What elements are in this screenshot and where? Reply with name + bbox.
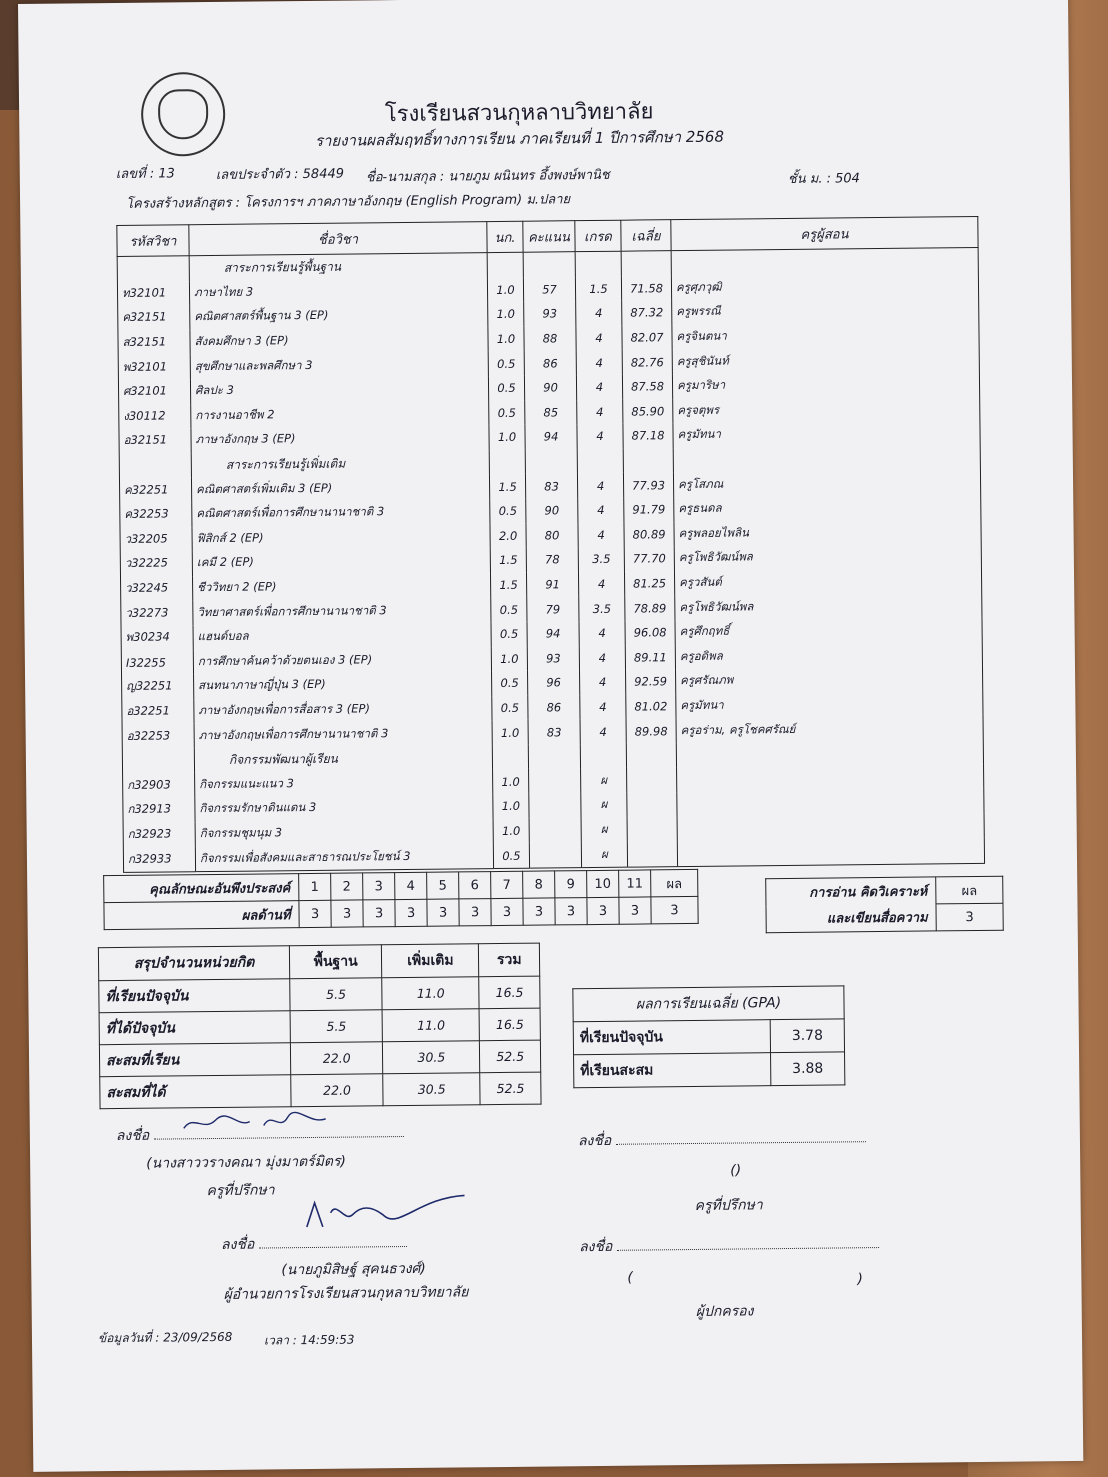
- subject-name: การงานอาชีพ 2: [191, 401, 489, 429]
- subject-name: สนทนาภาษาญี่ปุ่น 3 (EP): [194, 671, 492, 699]
- teacher-name: ครูมาริษา: [672, 371, 979, 399]
- subject-name: ชีววิทยา 2 (EP): [192, 573, 490, 601]
- trait-value: 3: [523, 898, 555, 925]
- parent-name-paren-close: ): [857, 1271, 863, 1288]
- credit-value: 1.0: [493, 769, 529, 794]
- trait-number: 2: [331, 873, 363, 900]
- credit-row: [99, 1040, 540, 1077]
- grade-value: 4: [577, 473, 623, 498]
- header-credit: นก.: [487, 221, 523, 252]
- credit-value: 52.5: [480, 1072, 541, 1105]
- teacher-name: ครูโพธิวัฒน์พล: [675, 592, 982, 620]
- grade-value: 4: [577, 399, 623, 424]
- score-value: 86: [528, 695, 580, 720]
- credit-value: 0.5: [491, 597, 527, 622]
- credit-value: 0.5: [488, 376, 524, 401]
- credit-value: 1.0: [493, 818, 529, 843]
- subject-code: ว32205: [120, 527, 192, 552]
- subject-code: ก32923: [123, 822, 195, 847]
- gpa-table: [572, 985, 845, 1088]
- subject-name: ภาษาอังกฤษเพื่อการสื่อสาร 3 (EP): [194, 696, 492, 724]
- credit-value: 0.5: [488, 351, 524, 376]
- average-value: 87.18: [623, 423, 673, 448]
- subject-name: ศิลปะ 3: [190, 376, 488, 404]
- average-value: [627, 817, 677, 842]
- grade-value: 4: [577, 424, 623, 449]
- score-value: 83: [528, 719, 580, 744]
- teacher-name: ครูโพธิวัฒน์พล: [674, 543, 981, 571]
- credit-value: 30.5: [383, 1041, 480, 1074]
- score-value: [529, 842, 581, 868]
- average-value: 71.58: [621, 276, 671, 301]
- header-teacher: ครูผู้สอน: [671, 216, 978, 250]
- teacher-name: ครูจินตนา: [672, 322, 979, 350]
- teacher-name: ครูอร่าม, ครูโชคศรัณย์: [676, 715, 983, 743]
- grade-value: ผ: [581, 817, 627, 842]
- director-signature-scribble: [300, 1191, 471, 1243]
- grade-value: 4: [576, 375, 622, 400]
- subject-code: พ32101: [118, 355, 190, 380]
- credit-value: 0.5: [492, 671, 528, 696]
- teacher-name: ครูศุภวุฒิ: [671, 273, 978, 301]
- trait-value: 3: [587, 897, 619, 924]
- trait-number: 7: [491, 871, 523, 898]
- average-value: 77.70: [624, 546, 674, 571]
- header-average: เฉลี่ย: [621, 220, 671, 252]
- sign-label: ลงชื่อ: [578, 1238, 613, 1256]
- subject-name: กิจกรรมชุมนุม 3: [195, 819, 493, 847]
- teacher-name: ครูศรัณภพ: [676, 666, 983, 694]
- credit-row: [99, 1008, 540, 1045]
- credit-value: 2.0: [490, 523, 526, 548]
- header-subject: ชื่อวิชา: [189, 222, 487, 256]
- student-name: ชื่อ-นามสกุล : นายภูม ผนินทร อึ้งพงษ์พานิช: [365, 167, 610, 186]
- gpa-cumulative-label: ที่เรียนสะสม: [574, 1053, 771, 1088]
- teacher-name: ครูสุชินันท์: [672, 346, 979, 374]
- grade-value: 4: [576, 301, 622, 326]
- credit-value: 30.5: [383, 1073, 480, 1106]
- credit-value: 16.5: [479, 976, 540, 1009]
- trait-value: 3: [555, 898, 587, 925]
- average-value: 81.02: [626, 694, 676, 719]
- score-value: 93: [524, 301, 576, 326]
- header-score: คะแนน: [523, 221, 575, 253]
- score-value: 90: [524, 375, 576, 400]
- subject-code: ญ32251: [122, 674, 194, 699]
- subject-name: สุขศึกษาและพลศึกษา 3: [190, 351, 488, 379]
- trait-number: 1: [299, 873, 331, 900]
- average-value: 91.79: [624, 497, 674, 522]
- score-value: [529, 793, 581, 818]
- average-value: 89.11: [625, 645, 675, 670]
- credit-value: 0.5: [490, 499, 526, 524]
- trait-value: 3: [331, 900, 363, 927]
- subject-name: กิจกรรมรักษาดินแดน 3: [195, 794, 493, 822]
- credit-value: 5.5: [290, 1010, 383, 1043]
- grade-value: 3.5: [579, 596, 625, 621]
- traits-table: [103, 869, 699, 930]
- subject-code: ส32151: [118, 330, 190, 355]
- credit-row: [100, 1072, 541, 1109]
- teacher-name: ครูมัทนา: [673, 420, 980, 448]
- score-value: 57: [523, 277, 575, 302]
- average-value: 82.07: [622, 325, 672, 350]
- score-value: 94: [527, 621, 579, 646]
- score-value: 85: [525, 400, 577, 425]
- subject-code: ก32913: [123, 797, 195, 822]
- school-name: โรงเรียนสวนกุหลาบวิทยาลัย: [384, 99, 654, 128]
- teacher-name: [677, 814, 984, 842]
- credit-value: 52.5: [480, 1040, 541, 1073]
- header-grade: เกรด: [575, 220, 621, 251]
- data-date: ข้อมูลวันที่ : 23/09/2568: [97, 1329, 233, 1346]
- teacher-name: ครูศึกฤทธิ์: [675, 617, 982, 645]
- subject-code: ท32101: [117, 281, 189, 306]
- credit-summary-title: สรุปจำนวนหน่วยกิต: [98, 946, 289, 981]
- credit-value: 5.5: [290, 978, 383, 1011]
- trait-value: 3: [363, 900, 395, 927]
- grade-value: 4: [580, 670, 626, 695]
- average-value: [627, 792, 677, 817]
- credit-value: 0.5: [492, 695, 528, 720]
- credit-value: 16.5: [479, 1008, 540, 1041]
- average-value: 87.32: [622, 300, 672, 325]
- score-value: 78: [526, 547, 578, 572]
- credit-value: 1.0: [492, 720, 528, 745]
- subject-name: คณิตศาสตร์เพื่อการศึกษานานาชาติ 3: [192, 499, 490, 527]
- score-value: 88: [524, 326, 576, 351]
- trait-number: 6: [459, 872, 491, 899]
- score-value: 90: [526, 498, 578, 523]
- credit-value: 1.0: [491, 646, 527, 671]
- traits-result-value: 3: [651, 896, 698, 923]
- teacher-name: ครูวสันต์: [674, 568, 981, 596]
- credit-value: 22.0: [290, 1042, 383, 1075]
- trait-number: 9: [555, 871, 587, 898]
- curriculum: โครงสร้างหลักสูตร : โครงการฯ ภาคภาษาอังกฤษ (English Program) ม.ปลาย: [126, 192, 571, 212]
- teacher-name: [677, 838, 984, 866]
- subject-code: ศ32101: [118, 379, 190, 404]
- trait-number: 4: [395, 872, 427, 899]
- score-value: 96: [528, 670, 580, 695]
- trait-number: 11: [619, 870, 651, 897]
- credit-value: 1.0: [489, 425, 525, 450]
- subject-code: อ32251: [122, 699, 194, 724]
- teacher-name: ครูพรรณี: [672, 297, 979, 325]
- reading-table: [765, 876, 1004, 933]
- advisor1-signature-scribble: [180, 1107, 330, 1137]
- section-title: สาระการเรียนรู้พื้นฐาน: [189, 253, 487, 281]
- credit-value: 11.0: [382, 1009, 479, 1042]
- subject-code: ว32273: [121, 601, 193, 626]
- credit-value: 1.5: [490, 572, 526, 597]
- teacher-name: ครูจตุพร: [673, 396, 980, 424]
- student-number: เลขที่ : 13: [115, 166, 175, 182]
- subject-name: ภาษาอังกฤษ 3 (EP): [191, 425, 489, 453]
- trait-value: 3: [395, 899, 427, 926]
- credit-row-label: ที่เรียนปัจจุบัน: [99, 979, 290, 1013]
- advisor1-role: ครูที่ปรึกษา: [206, 1182, 275, 1200]
- traits-result-row-label: ผลด้านที่: [104, 901, 299, 930]
- sign-label: ลงชื่อ: [220, 1236, 255, 1253]
- teacher-name: [677, 764, 984, 792]
- average-value: [627, 841, 677, 867]
- sign-label: ลงชื่อ: [577, 1132, 612, 1150]
- credit-value: 11.0: [382, 977, 479, 1010]
- average-value: 92.59: [626, 669, 676, 694]
- grade-value: 4: [578, 571, 624, 596]
- score-value: 79: [527, 596, 579, 621]
- grade-value: 3.5: [578, 547, 624, 572]
- score-value: [529, 769, 581, 794]
- parent-signature-line: [579, 1233, 879, 1258]
- average-value: 87.58: [622, 374, 672, 399]
- sign-label: ลงชื่อ: [115, 1127, 150, 1145]
- section-title: สาระการเรียนรู้เพิ่มเติม: [191, 450, 489, 478]
- grade-value: ผ: [581, 793, 627, 818]
- grade-value: 1.5: [575, 276, 621, 301]
- credit-value: 1.0: [488, 302, 524, 327]
- teacher-name: ครูอดิพล: [675, 641, 982, 669]
- credit-header-additional: เพิ่มเติม: [382, 944, 479, 978]
- subject-code: ว32245: [121, 576, 193, 601]
- average-value: 85.90: [623, 399, 673, 424]
- score-value: 91: [526, 572, 578, 597]
- credit-value: 22.0: [291, 1074, 384, 1107]
- subject-name: การศึกษาค้นคว้าด้วยตนเอง 3 (EP): [193, 647, 491, 675]
- average-value: 78.89: [625, 595, 675, 620]
- teacher-name: [677, 789, 984, 817]
- credit-value: 0.5: [489, 400, 525, 425]
- credit-value: 0.5: [491, 622, 527, 647]
- subject-name: เคมี 2 (EP): [192, 548, 490, 576]
- credit-value: 1.5: [489, 474, 525, 499]
- section-title: กิจกรรมพัฒนาผู้เรียน: [194, 745, 492, 773]
- grade-value: ผ: [581, 768, 627, 793]
- subject-code: อ32151: [119, 428, 191, 453]
- average-value: 80.89: [624, 522, 674, 547]
- subject-code: พ30234: [121, 625, 193, 650]
- teacher-name: ครูพลอยไพลิน: [674, 518, 981, 546]
- trait-value: 3: [619, 897, 651, 924]
- report-card-paper: [18, 0, 1083, 1472]
- subject-name: แฮนด์บอล: [193, 622, 491, 650]
- advisor2-signature-line: [578, 1127, 866, 1152]
- grade-value: 4: [576, 325, 622, 350]
- grade-value: 4: [578, 498, 624, 523]
- credit-header-basic: พื้นฐาน: [289, 945, 382, 979]
- credit-row: [99, 976, 540, 1013]
- subject-name: วิทยาศาสตร์เพื่อการศึกษานานาชาติ 3: [193, 597, 491, 625]
- grade-value: ผ: [581, 842, 627, 868]
- trait-value: 3: [299, 900, 331, 927]
- credit-summary-table: [98, 943, 542, 1110]
- grade-value: 4: [580, 694, 626, 719]
- average-value: 82.76: [622, 350, 672, 375]
- student-id: เลขประจำตัว : 58449: [215, 166, 345, 183]
- score-value: 94: [525, 424, 577, 449]
- gpa-current-value: 3.78: [770, 1019, 844, 1053]
- credit-row-label: สะสมที่เรียน: [99, 1043, 290, 1077]
- average-value: 81.25: [624, 571, 674, 596]
- credit-value: 1.5: [490, 548, 526, 573]
- average-value: 77.93: [623, 473, 673, 498]
- gpa-title: ผลการเรียนเฉลี่ย (GPA): [573, 986, 844, 1022]
- teacher-name: ครูธนดล: [674, 494, 981, 522]
- parent-name-paren-open: (: [627, 1269, 633, 1286]
- grade-value: 4: [580, 719, 626, 744]
- credit-value: 1.0: [487, 277, 523, 302]
- grade-value: 4: [576, 350, 622, 375]
- subject-code: ง30112: [119, 404, 191, 429]
- average-value: 89.98: [626, 718, 676, 743]
- grade-value: 4: [579, 645, 625, 670]
- grade-value: 4: [579, 621, 625, 646]
- credit-row-label: สะสมที่ได้: [100, 1075, 291, 1109]
- score-value: 93: [527, 646, 579, 671]
- subject-code: ก32933: [123, 846, 195, 872]
- advisor2-role: ครูที่ปรึกษา: [694, 1197, 763, 1214]
- trait-number: 5: [427, 872, 459, 899]
- subject-name: ภาษาอังกฤษเพื่อการศึกษานานาชาติ 3: [194, 720, 492, 748]
- subject-name: กิจกรรมแนะแนว 3: [195, 770, 493, 798]
- trait-number: 3: [363, 873, 395, 900]
- score-value: 86: [524, 351, 576, 376]
- reading-result-header: ผล: [936, 876, 1003, 904]
- subject-code: ก32903: [123, 773, 195, 798]
- subject-name: คณิตศาสตร์เพิ่มเติม 3 (EP): [191, 474, 489, 502]
- credit-header-total: รวม: [479, 943, 540, 977]
- report-title: รายงานผลสัมฤทธิ์ทางการเรียน ภาคเรียนที่ 1 ปีการศึกษา 2568: [314, 127, 725, 150]
- traits-result-header: ผล: [651, 869, 698, 896]
- reading-label-1: การอ่าน คิดวิเคราะห์: [766, 877, 936, 906]
- credit-value: 1.0: [493, 794, 529, 819]
- grades-table: [116, 216, 985, 873]
- subject-code: ค32151: [118, 305, 190, 330]
- grade-value: 4: [578, 522, 624, 547]
- subject-code: ค32251: [119, 478, 191, 503]
- average-value: [627, 768, 677, 793]
- subject-name: กิจกรรมเพื่อสังคมและสาธารณประโยชน์ 3: [195, 843, 493, 871]
- teacher-name: ครูมัทนา: [676, 691, 983, 719]
- trait-value: 3: [491, 898, 523, 925]
- header-code: รหัสวิชา: [117, 225, 189, 257]
- gpa-current-label: ที่เรียนปัจจุบัน: [573, 1020, 770, 1055]
- advisor2-name-placeholder: (): [730, 1162, 742, 1179]
- score-value: [529, 818, 581, 843]
- subject-name: สังคมศึกษา 3 (EP): [190, 327, 488, 355]
- subject-name: ภาษาไทย 3: [189, 278, 487, 306]
- subject-name: ฟิสิกส์ 2 (EP): [192, 524, 490, 552]
- average-value: 96.08: [625, 620, 675, 645]
- credit-row-label: ที่ได้ปัจจุบัน: [99, 1011, 290, 1045]
- trait-value: 3: [427, 899, 459, 926]
- data-time: เวลา : 14:59:53: [263, 1332, 355, 1348]
- subject-code: ค32253: [120, 502, 192, 527]
- reading-result-value: 3: [936, 903, 1003, 931]
- student-class: ชั้น ม. : 504: [787, 171, 860, 187]
- gpa-cumulative-value: 3.88: [771, 1052, 845, 1086]
- subject-code: I32255: [121, 650, 193, 675]
- advisor1-name: (นางสาววรางคณา มุ่งมาตร์มิตร): [146, 1153, 347, 1172]
- trait-number: 10: [587, 870, 619, 897]
- teacher-name: ครูโสภณ: [673, 469, 980, 497]
- director-role: ผู้อำนวยการโรงเรียนสวนกุหลาบวิทยาลัย: [223, 1284, 469, 1303]
- parent-role: ผู้ปกครอง: [695, 1303, 754, 1320]
- credit-value: 1.0: [488, 327, 524, 352]
- subject-name: คณิตศาสตร์พื้นฐาน 3 (EP): [190, 302, 488, 330]
- subject-code: ว32225: [120, 551, 192, 576]
- trait-number: 8: [523, 871, 555, 898]
- credit-value: 0.5: [493, 843, 529, 868]
- trait-value: 3: [459, 899, 491, 926]
- subject-code: อ32253: [122, 723, 194, 748]
- score-value: 83: [525, 474, 577, 499]
- traits-label: คุณลักษณะอันพึงประสงค์: [104, 874, 299, 903]
- score-value: 80: [526, 523, 578, 548]
- reading-label-2: และเขียนสื่อความ: [766, 904, 936, 933]
- director-name: (นายภูมิสิษฐ์ สุคนธวงศ์): [281, 1260, 426, 1279]
